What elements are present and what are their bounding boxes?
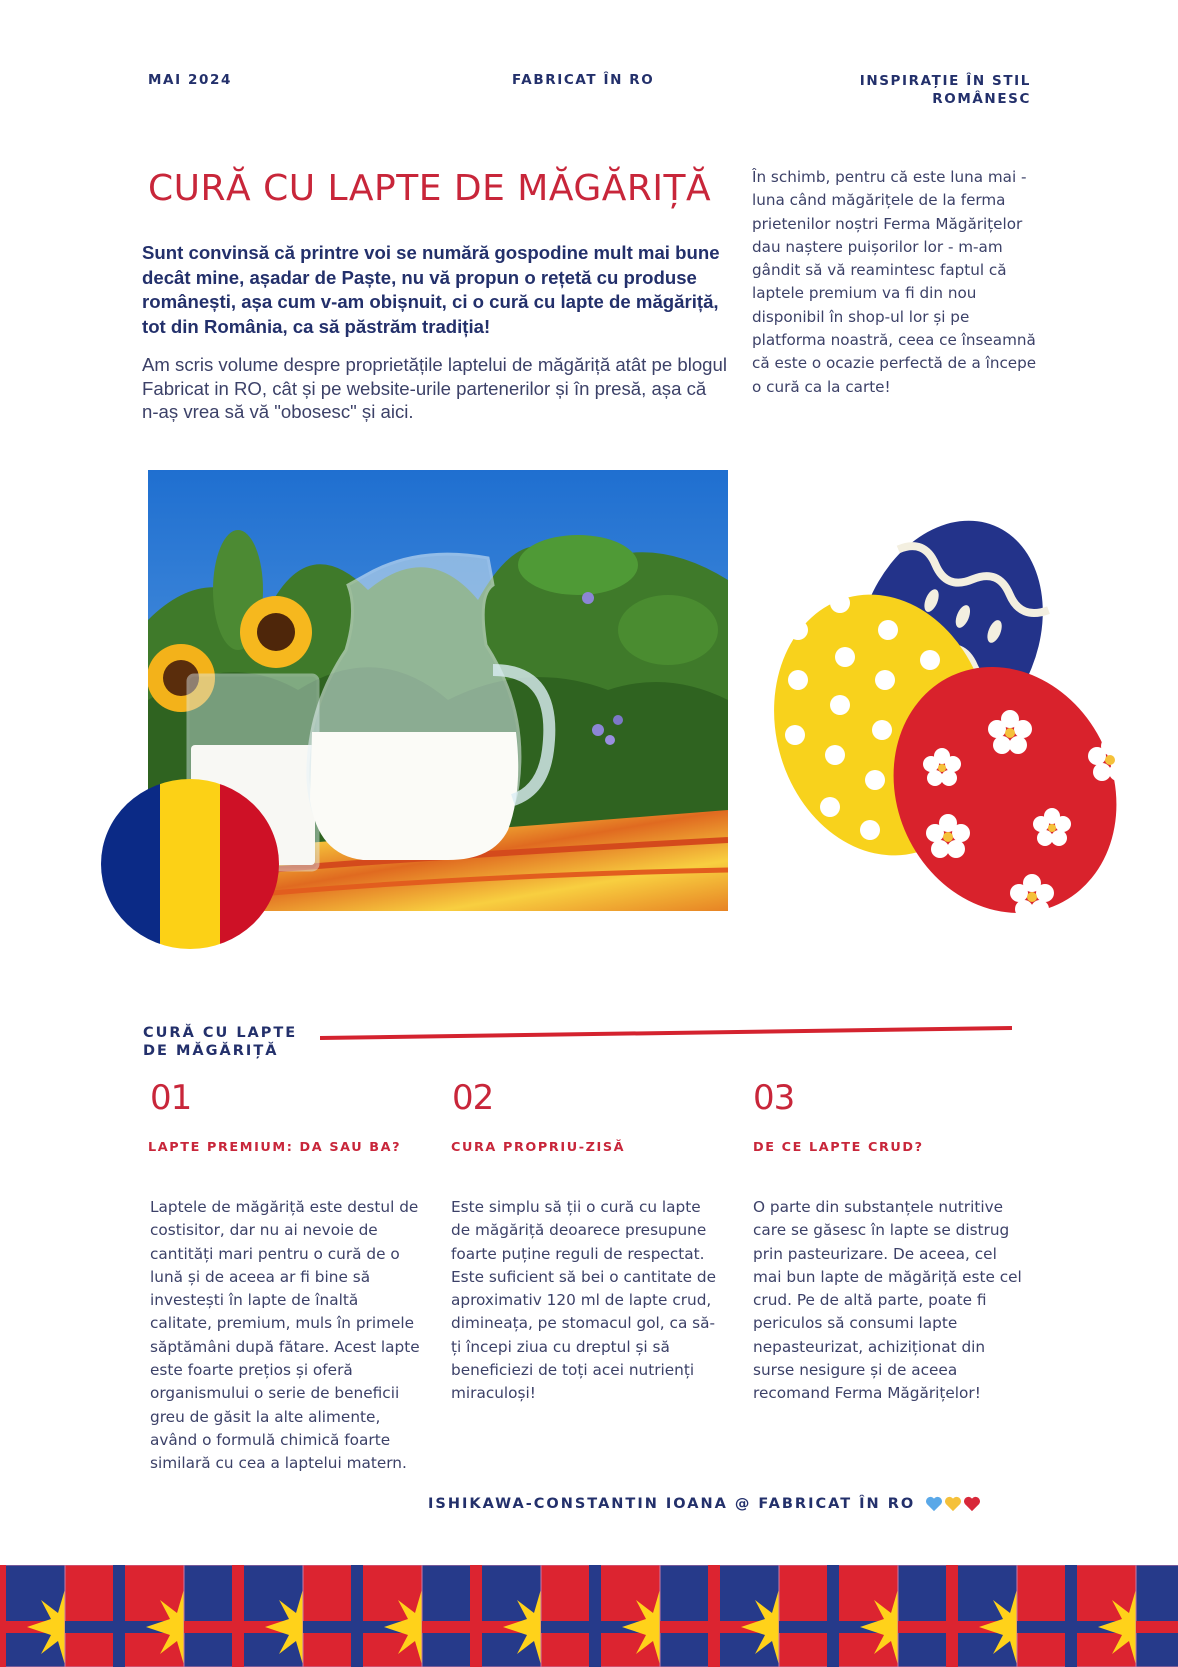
author-credit (428, 1496, 981, 1512)
yellow-heart-icon (944, 1496, 962, 1512)
column-2-heading: CURA PROPRIU-ZISĂ (451, 1140, 626, 1155)
column-1-number: 01 (150, 1078, 192, 1118)
sidebar-paragraph: În schimb, pentru că este luna mai - luna când măgărițele de la ferma prietenilor noștri Ferma Măgărițelor dau naștere puișorilor lor - m-am gândit să vă reamintesc faptul că laptele premium va fi din nou disponibil în shop-ul lor și pe platforma noastră, ceea ce înseamnă că este o ocazie perfectă de a începe o cură ca la carte! (752, 168, 1037, 396)
red-heart-icon (963, 1496, 981, 1512)
column-3-heading: DE CE LAPTE CRUD? (753, 1140, 924, 1155)
tagline: INSPIRAȚIE ÎN STIL ROMÂNESC (859, 73, 1031, 107)
decorative-folk-border (0, 1565, 1178, 1667)
column-2-body: Este simplu să ții o cură cu lapte de măgăriță deoarece presupune foarte puține reguli de respectat. Este suficient să bei o cantitate de aproximativ 120 ml de lapte crud, dimineața, pe stomacul gol, ca să-ți începi ziua cu dreptul și să beneficiezi de toți acei nutrienți miraculoși! (451, 1198, 716, 1403)
issue-date: MAI 2024 (148, 72, 232, 88)
column-1-body: Laptele de măgăriță este destul de costisitor, dar nu ai nevoie de cantități mari pentru o cură de o lună și de aceea ar fi bine să investești în lapte de înaltă calitate, premium, muls în primele săptămâni după fătare. Acest lapte este foarte prețios și oferă organismului o serie de beneficii greu de găsit la alte alimente, având o formulă chimică foarte similară cu cea a laptelui matern. (150, 1198, 420, 1473)
column-3-body: O parte din substanțele nutritive care se găsesc în lapte se distrug prin pasteurizare. De aceea, cel mai bun lapte de măgăriță este cel crud. Pe de altă parte, poate fi periculos să consumi lapte nepasteurizat, achiziționat din surse nesigure și de aceea recomand Ferma Măgărițelor! (753, 1198, 1022, 1403)
easter-eggs-illustration (770, 495, 1130, 935)
intro-paragraph: Am scris volume despre proprietățile laptelui de măgăriță atât pe blogul Fabricat in RO, cât și pe website-urile partenerilor și în presă, așa că n-aș vrea să vă "obosesc" și aici. (142, 354, 727, 422)
blue-heart-icon (925, 1496, 943, 1512)
lead-paragraph: Sunt convinsă că printre voi se numără gospodine mult mai bune decât mine, așadar de Paște, nu vă propun o rețetă cu produse românești, așa cum v-am obișnuit, ci o cură cu lapte de măgăriță, tot din România, ca să păstrăm tradiția! (142, 242, 720, 337)
column-2-number: 02 (452, 1078, 494, 1118)
section-title: CURĂ CU LAPTE DE MĂGĂRIȚĂ (143, 1025, 298, 1059)
article-title: CURĂ CU LAPTE DE MĂGĂRIȚĂ (148, 168, 712, 209)
author-credit-text: ISHIKAWA-CONSTANTIN IOANA @ FABRICAT ÎN RO (428, 1496, 916, 1512)
romania-flag-icon (101, 779, 279, 949)
brand-name: FABRICAT ÎN RO (512, 72, 655, 88)
section-divider (320, 1025, 1012, 1041)
column-1-heading: LAPTE PREMIUM: DA SAU BA? (148, 1140, 402, 1155)
column-3-number: 03 (753, 1078, 795, 1118)
